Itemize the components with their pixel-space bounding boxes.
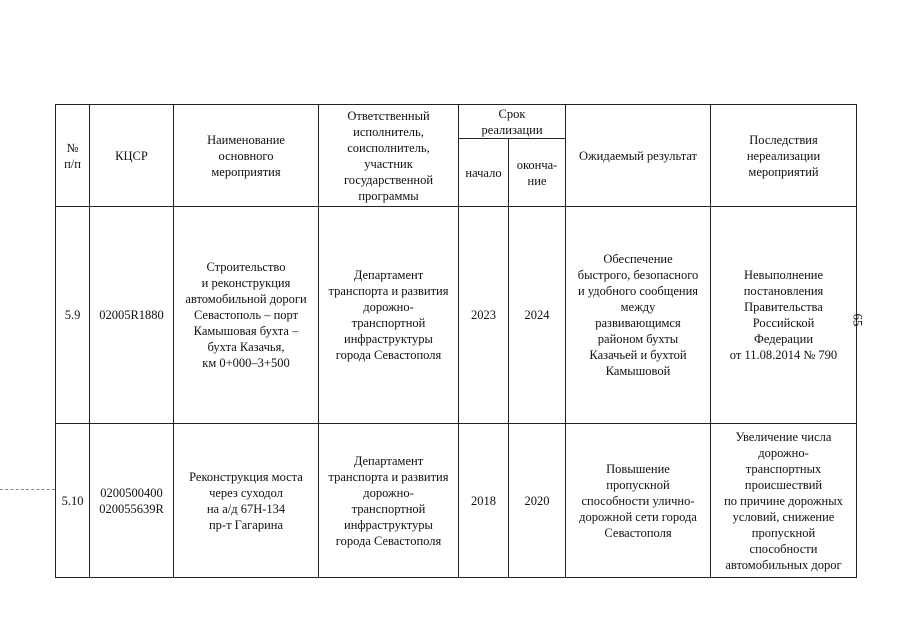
header-kcsr: КЦСР [90, 105, 174, 207]
header-consequences: Последствия нереализации мероприятий [711, 105, 857, 207]
cell-end: 2020 [509, 424, 566, 578]
header-start: начало [459, 139, 509, 207]
cell-result: Повышение пропускной способности улично- дорожной сети города Севастополя [566, 424, 711, 578]
header-name: Наименование основного мероприятия [174, 105, 319, 207]
cell-consequences: Невыполнение постановления Правительства Российской Федерации от 11.08.2014 № 790 [711, 207, 857, 424]
cell-num: 5.10 [56, 424, 90, 578]
header-result: Ожидаемый результат [566, 105, 711, 207]
cell-name: Строительство и реконструкция автомобильной дороги Севастополь – порт Камышовая бухта – бухта Казачья, км 0+000–3+500 [174, 207, 319, 424]
cell-start: 2023 [459, 207, 509, 424]
cell-executor: Департамент транспорта и развития дорожно- транспортной инфраструктуры города Севастополя [319, 207, 459, 424]
header-num: № п/п [56, 105, 90, 207]
cell-num: 5.9 [56, 207, 90, 424]
header-end: оконча- ние [509, 139, 566, 207]
cell-kcsr: 02005R1880 [90, 207, 174, 424]
cell-consequences: Увеличение числа дорожно- транспортных происшествий по причине дорожных условий, снижение пропускной способности автомобильных дорог [711, 424, 857, 578]
cell-executor: Департамент транспорта и развития дорожно- транспортной инфраструктуры города Севастополя [319, 424, 459, 578]
scan-artifact-line [0, 489, 55, 490]
table-row [56, 207, 857, 424]
header-period: Срок реализации [459, 105, 566, 139]
table-row [56, 424, 857, 578]
cell-end: 2024 [509, 207, 566, 424]
cell-name: Реконструкция моста через суходол на а/д 67Н-134 пр-т Гагарина [174, 424, 319, 578]
program-measures-table [55, 104, 857, 578]
page-number: 65 [850, 313, 866, 327]
cell-start: 2018 [459, 424, 509, 578]
header-row-top [56, 105, 857, 139]
header-executor: Ответственный исполнитель, соисполнитель, участник государственной программы [319, 105, 459, 207]
cell-result: Обеспечение быстрого, безопасного и удобного сообщения между развивающимся районом бухты Казачьей и бухтой Камышовой [566, 207, 711, 424]
cell-kcsr: 0200500400 020055639R [90, 424, 174, 578]
